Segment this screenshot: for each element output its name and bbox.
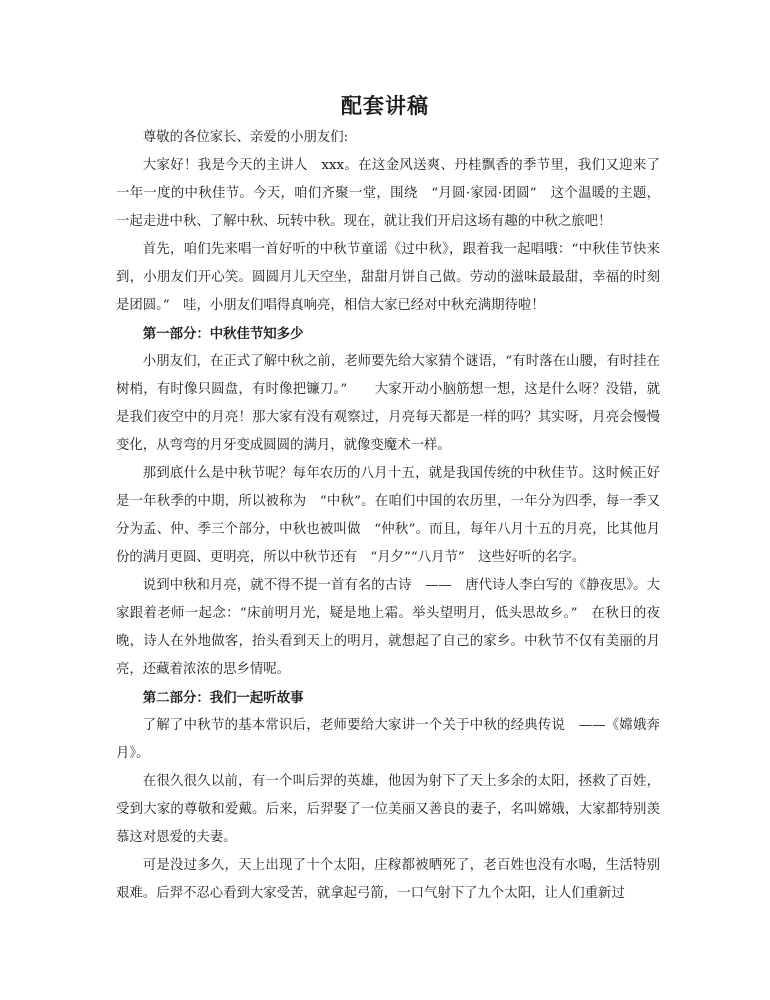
part2-paragraph-1: 了解了中秋节的基本常识后，老师要给大家讲一个关于中秋的经典传说 ——《嫦娥奔月》。	[116, 718, 660, 761]
page-title: 配套讲稿	[341, 93, 429, 118]
greeting: 尊敬的各位家长、亲爱的小朋友们:	[142, 130, 349, 145]
document-body	[116, 124, 660, 908]
part1-paragraph-2: 那到底什么是中秋节呢？每年农历的八月十五，就是我国传统的中秋佳节。这时候正好是一年秋季的中期，所以被称为 “中秋”。在咱们中国的农历里，一年分为四季，每一季又分为孟、仲、季三个部分，中秋也被叫做 “仲秋”。而且，每年八月十五的月亮，比其他月份的满月更圆、更明亮，所以中秋节还有 “月夕”“八月节” 这些好听的名字。	[116, 466, 660, 565]
intro-paragraph-2: 首先，咱们先来唱一首好听的中秋节童谣《过中秋》，跟着我一起唱哦：“中秋佳节快来到，小朋友们开心笑。圆圆月儿天空坐，甜甜月饼自己做。劳动的滋味最最甜，幸福的时刻是团圆。” 哇，小朋友们唱得真响亮，相信大家已经对中秋充满期待啦！	[116, 242, 660, 313]
section-heading-part1: 第一部分：中秋佳节知多少	[142, 326, 304, 342]
intro-paragraph-1: 大家好！我是今天的主讲人 xxx。在这金风送爽、丹桂飘香的季节里，我们又迎来了一年一度的中秋佳节。今天，咱们齐聚一堂，围绕 “月圆·家园·团圆” 这个温暖的主题，一起走进中秋、了解中秋、玩转中秋。现在，就让我们开启这场有趣的中秋之旅吧！	[116, 158, 660, 229]
section-heading-part2: 第二部分：我们一起听故事	[142, 690, 304, 706]
part1-paragraph-3: 说到中秋和月亮，就不得不提一首有名的古诗 —— 唐代诗人李白写的《静夜思》。大家跟着老师一起念：“床前明月光，疑是地上霜。举头望明月，低头思故乡。” 在秋日的夜晚，诗人在外地做客，抬头看到天上的明月，就想起了自己的家乡。中秋节不仅有美丽的月亮，还藏着浓浓的思乡情呢。	[116, 578, 660, 677]
part2-paragraph-3: 可是没过多久，天上出现了十个太阳，庄稼都被晒死了，老百姓也没有水喝，生活特别艰难。后羿不忍心看到大家受苦，就拿起弓箭，一口气射下了九个太阳，让人们重新过	[116, 858, 660, 901]
part1-paragraph-1: 小朋友们，在正式了解中秋之前，老师要先给大家猜个谜语，“有时落在山腰，有时挂在树梢，有时像只圆盘，有时像把镰刀。” 大家开动小脑筋想一想，这是什么呀？没错，就是我们夜空中的月亮！那大家有没有观察过，月亮每天都是一样的吗？其实呀，月亮会慢慢变化，从弯弯的月牙变成圆圆的满月，就像变魔术一样。	[116, 354, 660, 453]
part2-paragraph-2: 在很久很久以前，有一个叫后羿的英雄，他因为射下了天上多余的太阳，拯救了百姓，受到大家的尊敬和爱戴。后来，后羿娶了一位美丽又善良的妻子，名叫嫦娥，大家都特别羡慕这对恩爱的夫妻。	[116, 774, 660, 845]
